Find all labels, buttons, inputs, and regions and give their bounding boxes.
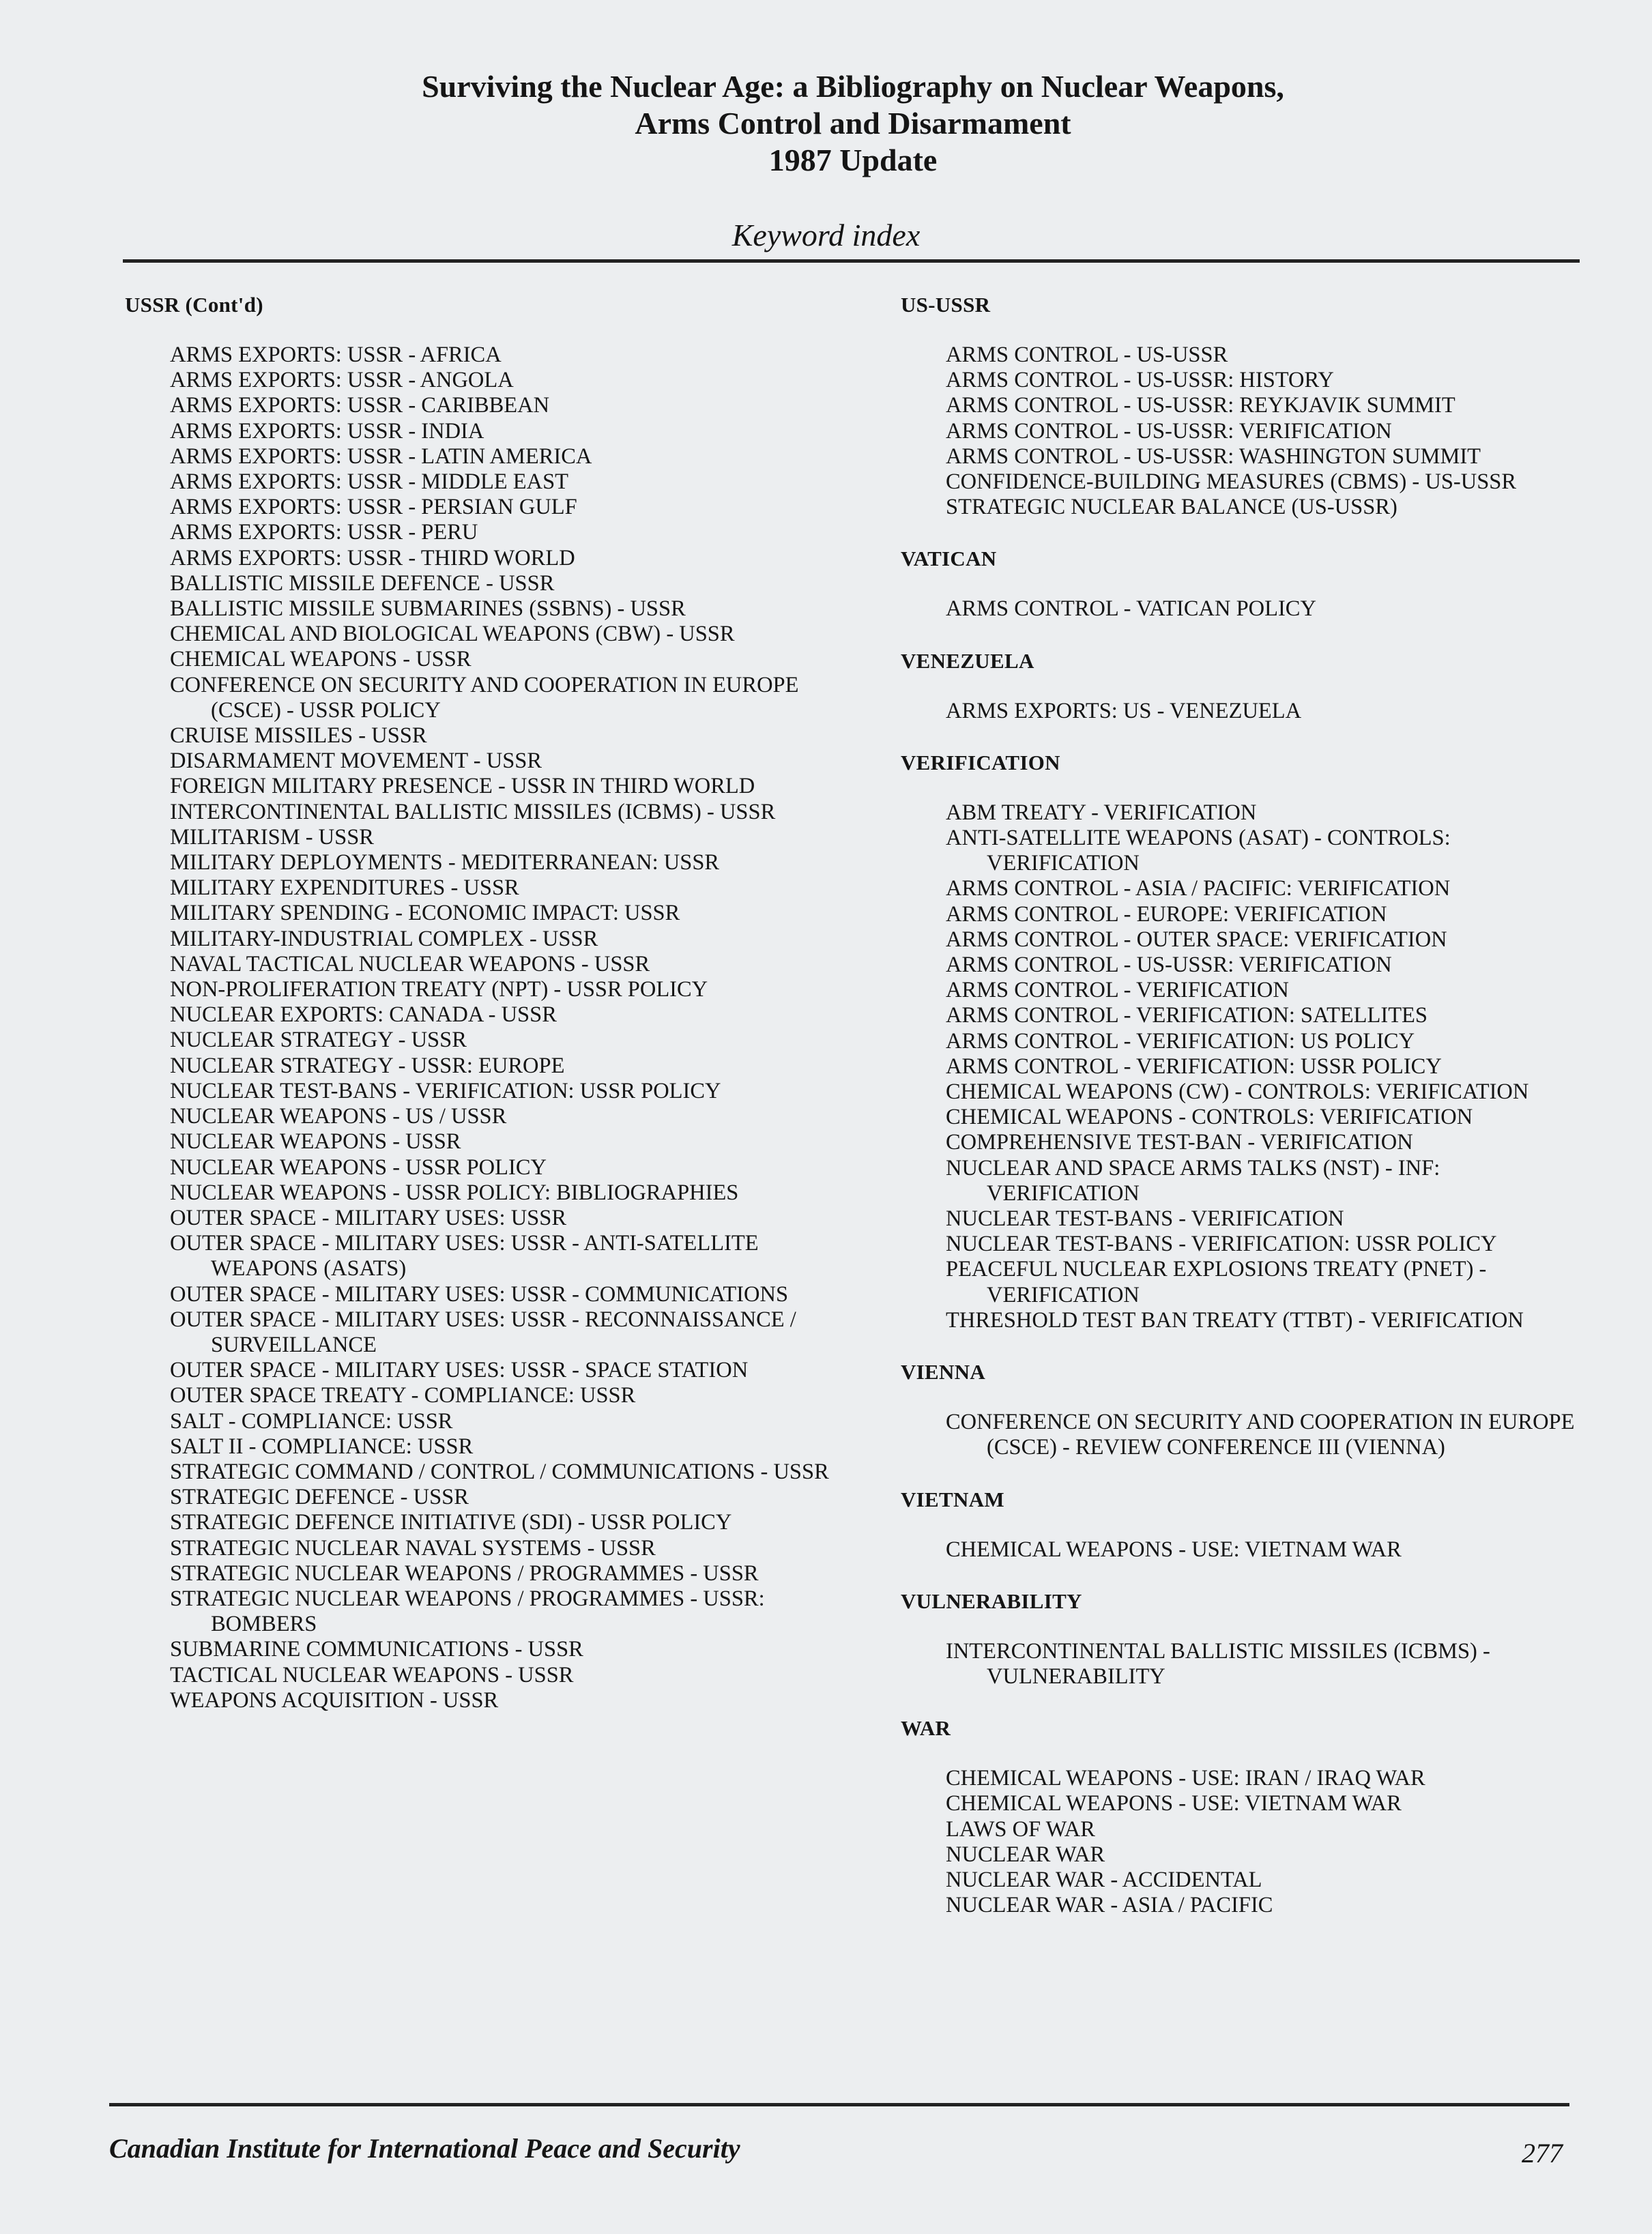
index-heading: VIENNA: [901, 1360, 986, 1384]
index-section: [901, 1359, 1590, 1460]
index-entry: CHEMICAL WEAPONS (CW) - CONTROLS: VERIFICATION: [946, 1079, 1529, 1105]
index-section: [901, 1487, 1590, 1563]
index-entry: CONFIDENCE-BUILDING MEASURES (CBMS) - US-USSR: [946, 469, 1517, 495]
index-entry: ARMS EXPORTS: USSR - THIRD WORLD: [170, 545, 575, 570]
index-entry: CRUISE MISSILES - USSR: [170, 723, 427, 749]
index-entry: STRATEGIC COMMAND / CONTROL / COMMUNICATIONS - USSR: [170, 1459, 829, 1484]
left-column: [125, 292, 869, 1713]
index-entry: ARMS CONTROL - VERIFICATION: US POLICY: [946, 1028, 1415, 1054]
entry-list: [946, 800, 1590, 1333]
title-line-2: Arms Control and Disarmament: [635, 106, 1071, 141]
entry-list: [946, 343, 1590, 520]
index-entry: ARMS EXPORTS: USSR - AFRICA: [170, 343, 502, 367]
index-entry: ARMS CONTROL - OUTER SPACE: VERIFICATION: [946, 927, 1447, 952]
index-entry: NUCLEAR WAR: [946, 1842, 1105, 1867]
entry-list: [946, 1410, 1590, 1460]
entry-list: [946, 1537, 1590, 1563]
index-section: [901, 546, 1590, 622]
index-entry: ARMS CONTROL - EUROPE: VERIFICATION: [946, 901, 1387, 927]
index-entry: NUCLEAR EXPORTS: CANADA - USSR: [170, 1002, 557, 1028]
index-entry: CONFERENCE ON SECURITY AND COOPERATION IN EUROPE (CSCE) - USSR POLICY: [170, 672, 799, 723]
index-entry: NAVAL TACTICAL NUCLEAR WEAPONS - USSR: [170, 951, 650, 976]
index-entry: OUTER SPACE - MILITARY USES: USSR - COMMUNICATIONS: [170, 1281, 789, 1307]
index-entry: MILITARISM - USSR: [170, 824, 374, 850]
index-entry: DISARMAMENT MOVEMENT - USSR: [170, 749, 542, 774]
index-entry: MILITARY-INDUSTRIAL COMPLEX - USSR: [170, 926, 598, 951]
index-entry: SUBMARINE COMMUNICATIONS - USSR: [170, 1637, 583, 1662]
right-column: [901, 292, 1590, 1944]
index-entry: MILITARY EXPENDITURES - USSR: [170, 875, 519, 901]
index-entry: STRATEGIC NUCLEAR WEAPONS / PROGRAMMES - USSR: [170, 1561, 759, 1586]
index-heading: VIETNAM: [901, 1487, 1004, 1511]
index-entry: ANTI-SATELLITE WEAPONS (ASAT) - CONTROLS: VERIFICATION: [946, 826, 1451, 876]
index-entry: OUTER SPACE - MILITARY USES: USSR - SPACE STATION: [170, 1358, 749, 1383]
entry-list: [946, 596, 1590, 622]
index-heading: VULNERABILITY: [901, 1589, 1082, 1613]
index-entry: CHEMICAL WEAPONS - CONTROLS: VERIFICATION: [946, 1105, 1473, 1130]
index-entry: CHEMICAL WEAPONS - USE: IRAN / IRAQ WAR: [946, 1766, 1425, 1791]
index-entry: STRATEGIC NUCLEAR BALANCE (US-USSR): [946, 495, 1397, 520]
index-entry: CONFERENCE ON SECURITY AND COOPERATION IN EUROPE (CSCE) - REVIEW CONFERENCE III (VIENNA): [946, 1410, 1575, 1460]
footer-publisher: Canadian Institute for International Peace and Security: [109, 2133, 740, 2164]
index-entry: LAWS OF WAR: [946, 1816, 1095, 1842]
index-entry: NUCLEAR WEAPONS - USSR: [170, 1129, 461, 1155]
index-entry: NUCLEAR WEAPONS - USSR POLICY: BIBLIOGRAPHIES: [170, 1180, 739, 1205]
index-section: [901, 750, 1590, 1333]
index-entry: CHEMICAL WEAPONS - USE: VIETNAM WAR: [946, 1791, 1402, 1816]
index-entry: ARMS CONTROL - VATICAN POLICY: [946, 596, 1316, 622]
index-entry: TACTICAL NUCLEAR WEAPONS - USSR: [170, 1662, 574, 1687]
index-entry: NUCLEAR WEAPONS - USSR POLICY: [170, 1155, 547, 1180]
index-entry: ARMS EXPORTS: USSR - PERU: [170, 520, 478, 545]
index-entry: SALT II - COMPLIANCE: USSR: [170, 1434, 474, 1459]
bottom-divider: [109, 2103, 1569, 2106]
index-entry: ARMS EXPORTS: US - VENEZUELA: [946, 698, 1302, 723]
index-entry: BALLISTIC MISSILE SUBMARINES (SSBNS) - USSR: [170, 596, 686, 622]
section-subtitle: Keyword index: [731, 218, 921, 252]
page-number: 277: [1522, 2138, 1563, 2168]
index-entry: BALLISTIC MISSILE DEFENCE - USSR: [170, 570, 555, 596]
index-entry: COMPREHENSIVE TEST-BAN - VERIFICATION: [946, 1130, 1413, 1155]
index-entry: ARMS CONTROL - VERIFICATION: USSR POLICY: [946, 1054, 1442, 1079]
index-heading: WAR: [901, 1716, 951, 1741]
index-section: [901, 648, 1590, 724]
index-entry: ABM TREATY - VERIFICATION: [946, 800, 1257, 825]
index-entry: ARMS EXPORTS: USSR - CARIBBEAN: [170, 393, 550, 418]
index-entry: OUTER SPACE - MILITARY USES: USSR: [170, 1205, 567, 1230]
index-heading: VATICAN: [901, 547, 997, 571]
title-line-3: 1987 Update: [768, 143, 938, 177]
index-entry: ARMS EXPORTS: USSR - LATIN AMERICA: [170, 444, 592, 469]
index-entry: ARMS CONTROL - VERIFICATION: [946, 978, 1289, 1003]
index-entry: FOREIGN MILITARY PRESENCE - USSR IN THIRD WORLD: [170, 774, 755, 799]
entry-list: [946, 1766, 1590, 1918]
index-entry: NUCLEAR AND SPACE ARMS TALKS (NST) - INF: VERIFICATION: [946, 1155, 1440, 1206]
index-entry: WEAPONS ACQUISITION - USSR: [170, 1687, 499, 1713]
index-entry: ARMS CONTROL - US-USSR: VERIFICATION: [946, 418, 1392, 444]
index-entry: CHEMICAL WEAPONS - USSR: [170, 647, 472, 672]
index-heading: VERIFICATION: [901, 750, 1060, 774]
index-entry: ARMS CONTROL - ASIA / PACIFIC: VERIFICATION: [946, 876, 1451, 901]
index-entry: CHEMICAL WEAPONS - USE: VIETNAM WAR: [946, 1537, 1402, 1562]
index-entry: STRATEGIC NUCLEAR WEAPONS / PROGRAMMES - USSR: BOMBERS: [170, 1586, 765, 1637]
entry-list: [946, 1639, 1590, 1689]
index-entry: SALT - COMPLIANCE: USSR: [170, 1408, 453, 1434]
index-entry: ARMS EXPORTS: USSR - ANGOLA: [170, 368, 514, 393]
index-entry: OUTER SPACE - MILITARY USES: USSR - ANTI-SATELLITE WEAPONS (ASATS): [170, 1231, 759, 1281]
index-entry: ARMS CONTROL - VERIFICATION: SATELLITES: [946, 1003, 1428, 1028]
index-entry: MILITARY SPENDING - ECONOMIC IMPACT: USSR: [170, 901, 680, 926]
index-entry: THRESHOLD TEST BAN TREATY (TTBT) - VERIFICATION: [946, 1307, 1524, 1333]
index-entry: STRATEGIC DEFENCE - USSR: [170, 1485, 469, 1510]
index-entry: ARMS CONTROL - US-USSR: [946, 343, 1228, 367]
index-entry: NUCLEAR STRATEGY - USSR: EUROPE: [170, 1053, 565, 1078]
left-entry-list: [170, 343, 869, 1713]
index-heading: VENEZUELA: [901, 648, 1034, 673]
entry-list: [946, 699, 1590, 724]
index-heading-ussr: USSR (Cont'd): [125, 293, 263, 317]
index-section: [901, 1589, 1590, 1689]
index-entry: CHEMICAL AND BIOLOGICAL WEAPONS (CBW) - USSR: [170, 622, 735, 647]
index-entry: ARMS CONTROL - US-USSR: HISTORY: [946, 368, 1334, 393]
page-title: [205, 68, 1501, 179]
index-entry: STRATEGIC NUCLEAR NAVAL SYSTEMS - USSR: [170, 1535, 656, 1561]
index-entry: ARMS EXPORTS: USSR - MIDDLE EAST: [170, 469, 569, 495]
index-entry: ARMS CONTROL - US-USSR: REYKJAVIK SUMMIT: [946, 393, 1455, 418]
index-entry: NUCLEAR TEST-BANS - VERIFICATION: USSR POLICY: [170, 1078, 721, 1103]
index-entry: ARMS EXPORTS: USSR - PERSIAN GULF: [170, 495, 577, 520]
index-entry: OUTER SPACE - MILITARY USES: USSR - RECONNAISSANCE / SURVEILLANCE: [170, 1307, 796, 1357]
index-heading: US-USSR: [901, 293, 991, 317]
index-section: [901, 1715, 1590, 1918]
index-entry: INTERCONTINENTAL BALLISTIC MISSILES (ICBMS) - VULNERABILITY: [946, 1638, 1490, 1689]
index-entry: MILITARY DEPLOYMENTS - MEDITERRANEAN: USSR: [170, 850, 720, 875]
index-entry: ARMS CONTROL - US-USSR: VERIFICATION: [946, 953, 1392, 978]
index-section: [901, 292, 1590, 520]
index-entry: ARMS CONTROL - US-USSR: WASHINGTON SUMMIT: [946, 444, 1481, 469]
top-divider: [123, 259, 1580, 263]
index-entry: NUCLEAR TEST-BANS - VERIFICATION: USSR POLICY: [946, 1232, 1497, 1257]
index-entry: NUCLEAR WAR - ASIA / PACIFIC: [946, 1893, 1273, 1918]
index-entry: NON-PROLIFERATION TREATY (NPT) - USSR POLICY: [170, 977, 708, 1002]
index-entry: PEACEFUL NUCLEAR EXPLOSIONS TREATY (PNET) - VERIFICATION: [946, 1257, 1487, 1307]
index-entry: INTERCONTINENTAL BALLISTIC MISSILES (ICBMS) - USSR: [170, 799, 776, 824]
index-entry: NUCLEAR TEST-BANS - VERIFICATION: [946, 1206, 1344, 1232]
index-entry: NUCLEAR WEAPONS - US / USSR: [170, 1104, 507, 1129]
index-entry: STRATEGIC DEFENCE INITIATIVE (SDI) - USSR POLICY: [170, 1510, 732, 1535]
index-entry: NUCLEAR WAR - ACCIDENTAL: [946, 1867, 1262, 1892]
title-line-1: Surviving the Nuclear Age: a Bibliography on Nuclear Weapons,: [422, 69, 1284, 104]
index-entry: NUCLEAR STRATEGY - USSR: [170, 1028, 467, 1053]
index-entry: ARMS EXPORTS: USSR - INDIA: [170, 418, 484, 444]
index-entry: OUTER SPACE TREATY - COMPLIANCE: USSR: [170, 1383, 636, 1408]
